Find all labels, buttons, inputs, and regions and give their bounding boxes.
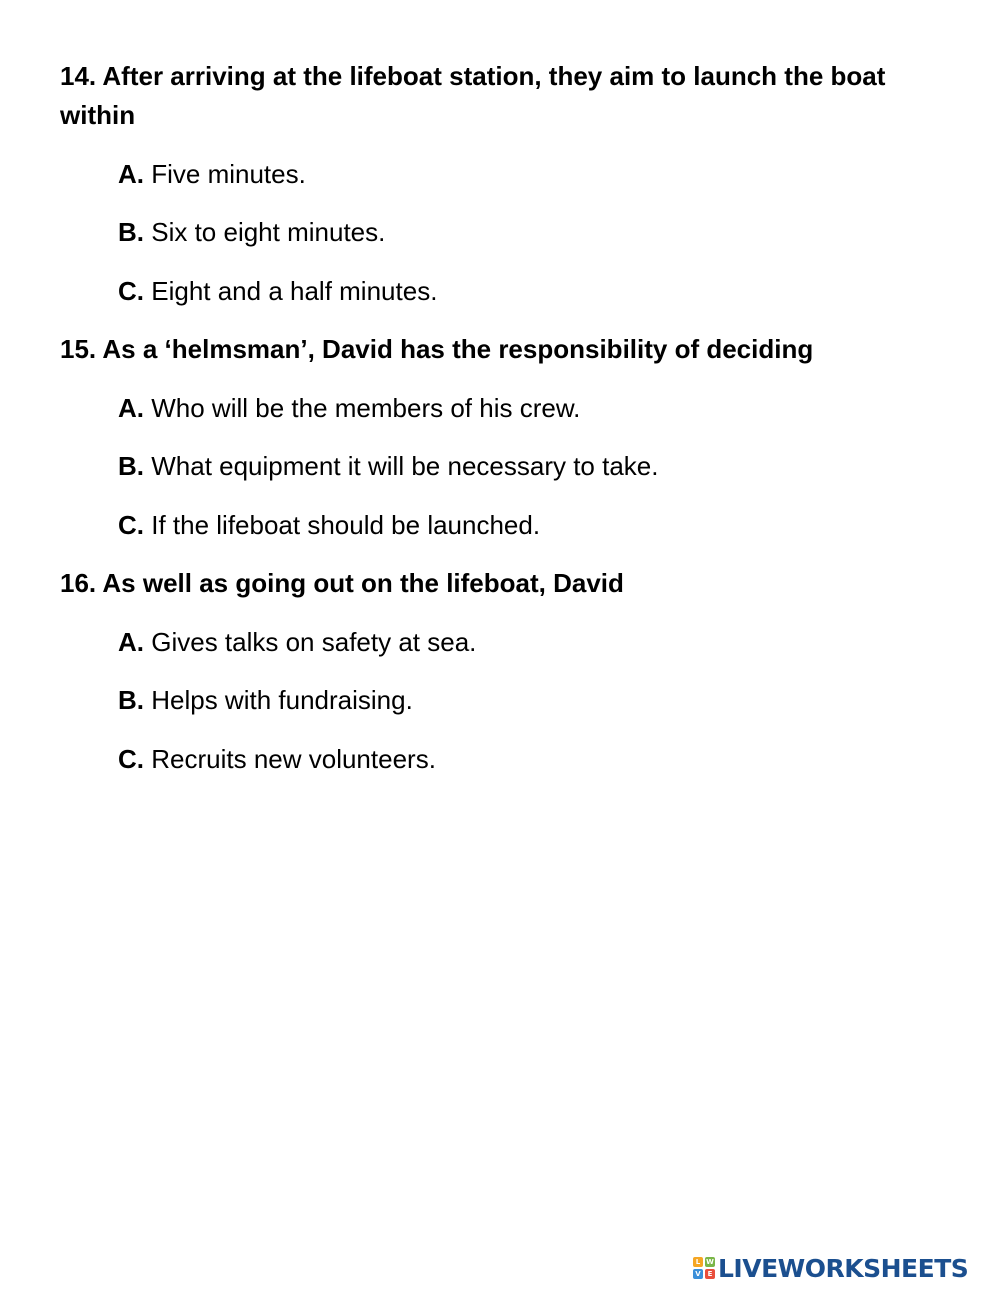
option-text: Eight and a half minutes. <box>151 276 438 306</box>
question-14-option-b <box>118 216 938 248</box>
logo-text: LIVEWORKSHEETS <box>718 1253 969 1283</box>
option-letter: A. <box>118 393 144 423</box>
option-text: Gives talks on safety at sea. <box>151 627 477 657</box>
option-text: Six to eight minutes. <box>151 217 386 247</box>
option-letter: B. <box>118 451 144 481</box>
question-15-option-a <box>118 392 938 424</box>
logo-grid-cell: W <box>706 1258 714 1266</box>
question-16-option-a <box>118 626 938 658</box>
question-14: 14. After arriving at the lifeboat station, they aim to launch the boat within <box>60 61 886 130</box>
option-letter: B. <box>118 217 144 247</box>
option-letter: C. <box>118 510 144 540</box>
logo-grid-icon <box>693 1257 715 1279</box>
option-letter: C. <box>118 744 144 774</box>
question-15-option-c <box>118 509 938 541</box>
option-letter: A. <box>118 627 144 657</box>
liveworksheets-logo <box>693 1253 968 1283</box>
option-text: What equipment it will be necessary to take. <box>151 451 659 481</box>
option-letter: A. <box>118 159 144 189</box>
option-text: Five minutes. <box>151 159 306 189</box>
option-text: Helps with fundraising. <box>151 685 413 715</box>
question-16-option-b <box>118 684 938 716</box>
option-text: Recruits new volunteers. <box>151 744 436 774</box>
option-text: Who will be the members of his crew. <box>151 393 581 423</box>
option-text: If the lifeboat should be launched. <box>151 510 541 540</box>
logo-grid-cell: L <box>693 1257 703 1267</box>
question-14-option-c <box>118 275 938 307</box>
question-15-option-b <box>118 450 938 482</box>
question-16-option-c <box>118 743 938 775</box>
option-letter: C. <box>118 276 144 306</box>
question-14-option-a <box>118 158 938 190</box>
question-16: 16. As well as going out on the lifeboat, David <box>60 568 624 598</box>
logo-grid-cell: V <box>693 1269 703 1279</box>
logo-grid-cell: E <box>705 1269 715 1279</box>
question-15: 15. As a ‘helmsman’, David has the responsibility of deciding <box>60 334 814 364</box>
option-letter: B. <box>118 685 144 715</box>
